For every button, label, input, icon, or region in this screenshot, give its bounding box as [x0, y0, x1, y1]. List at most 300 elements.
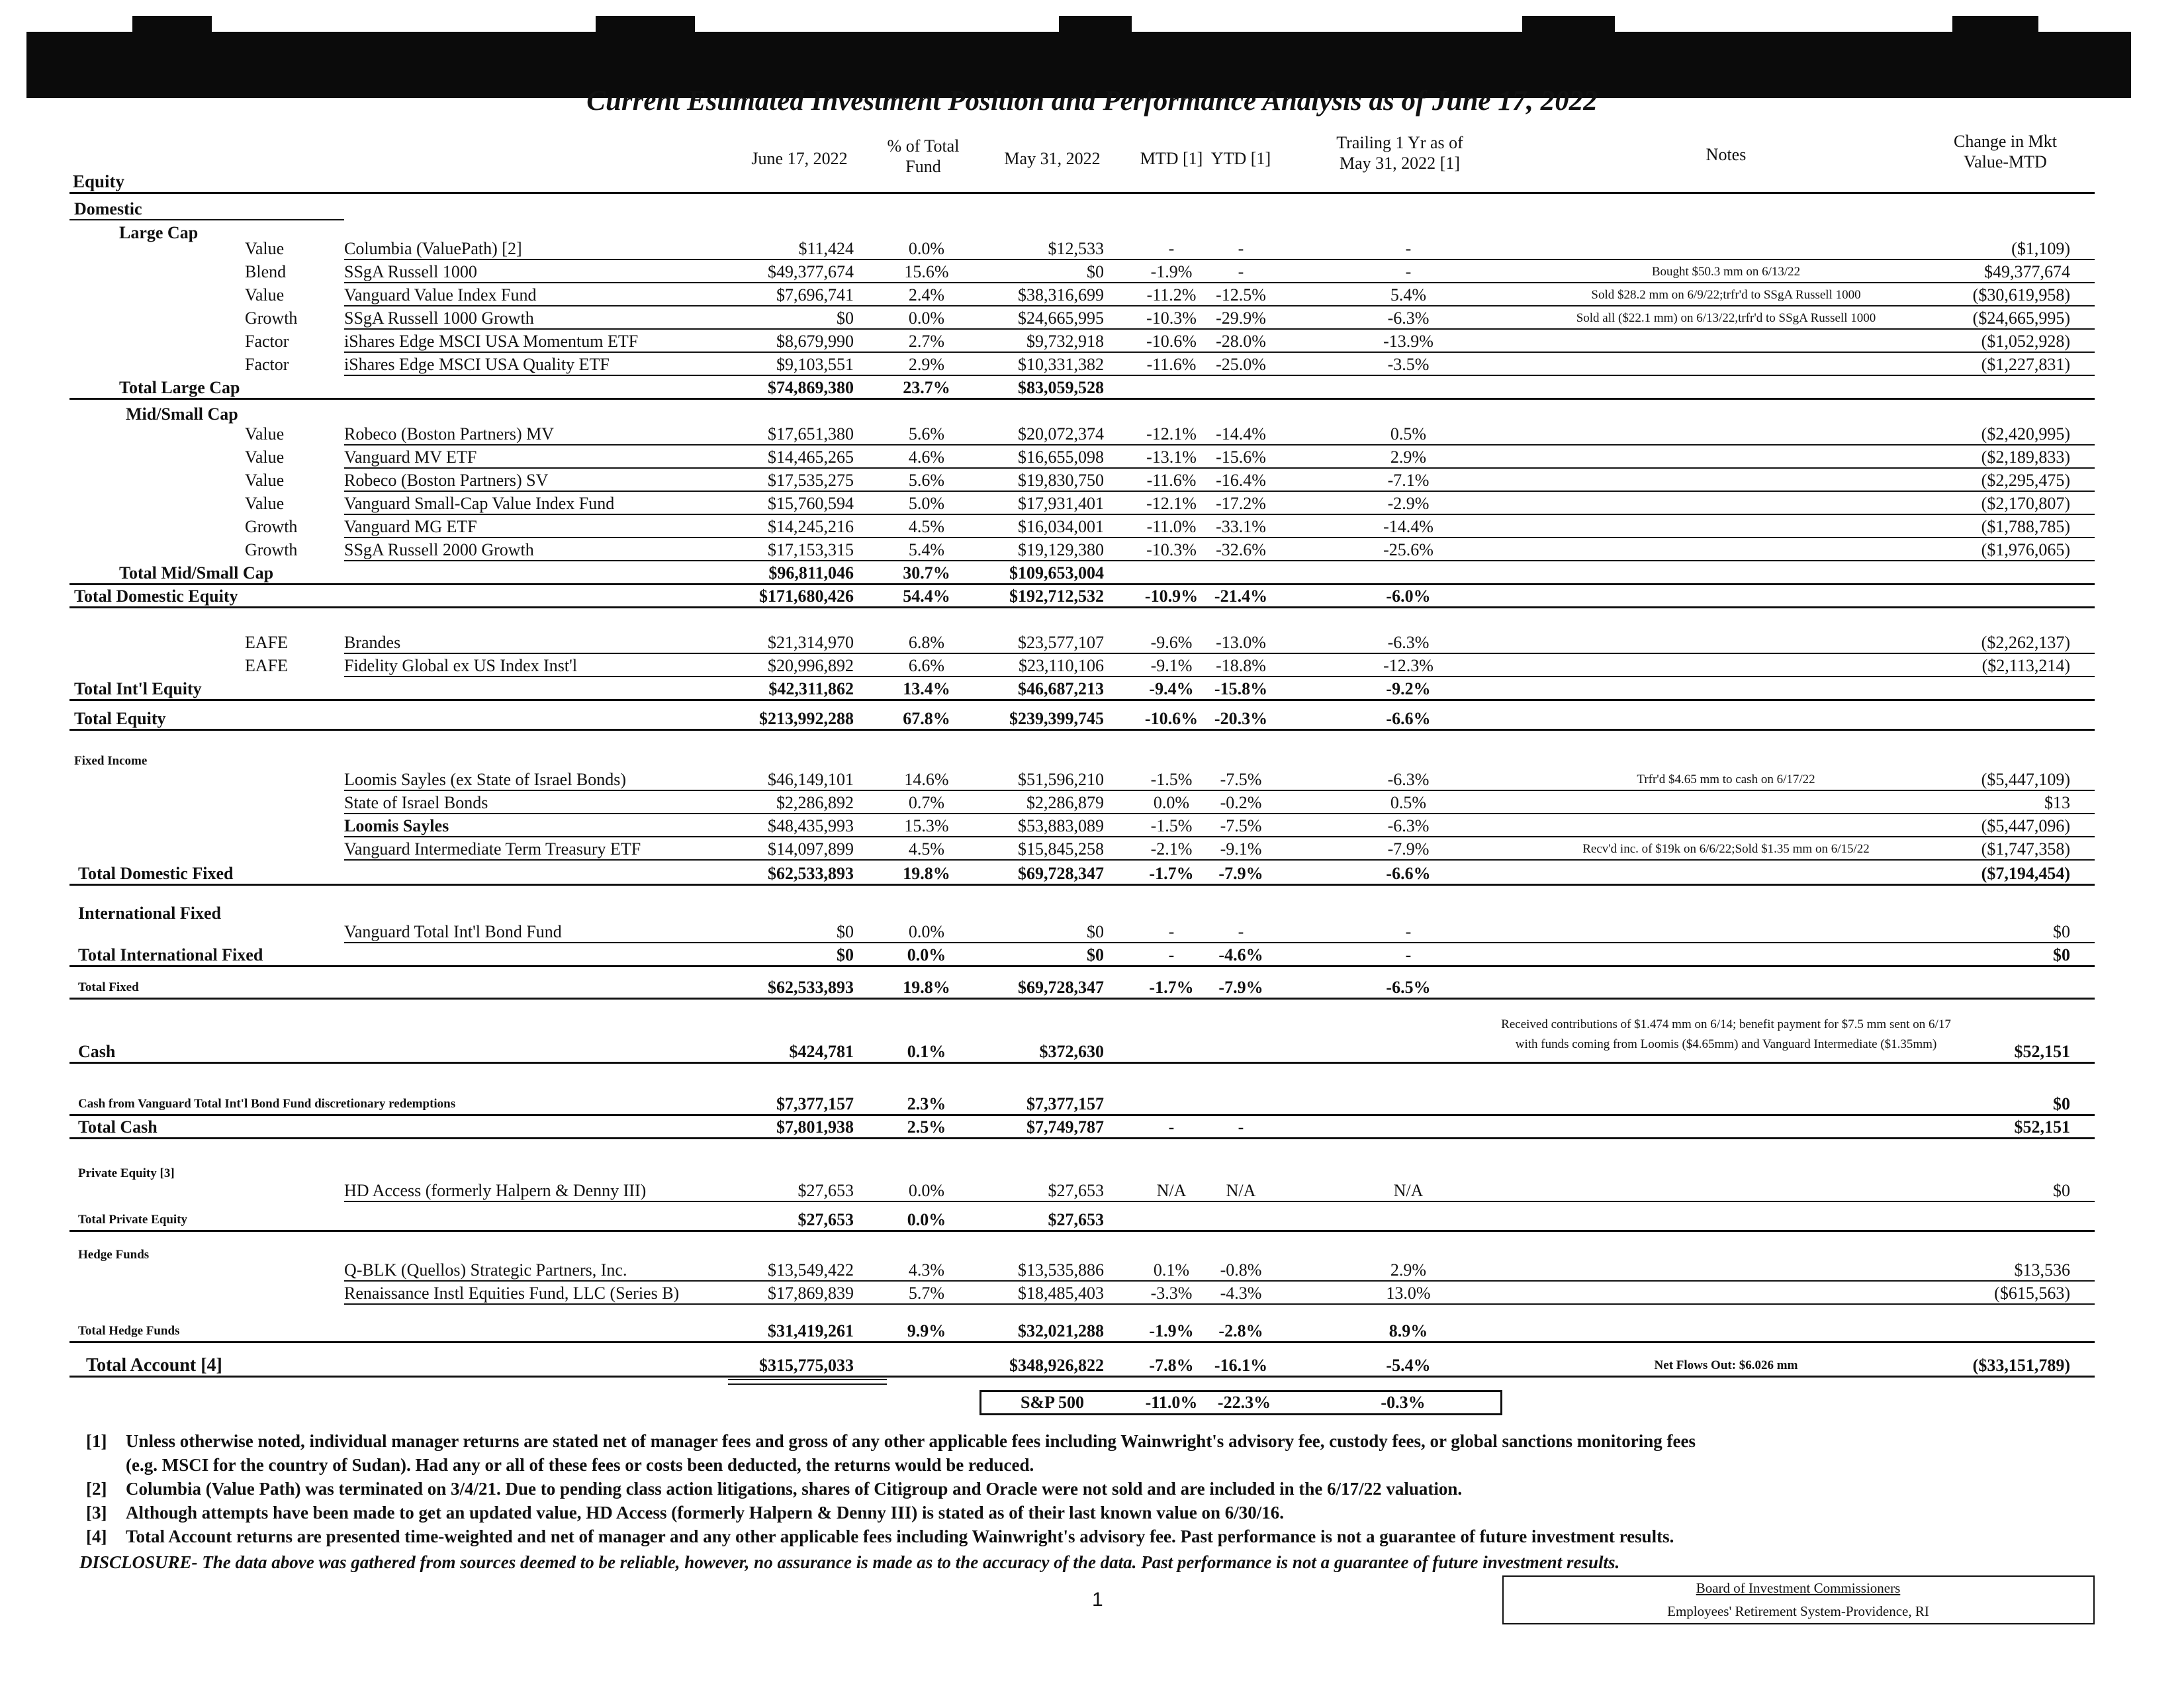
row-pct-fund: 0.7%: [908, 793, 945, 812]
row-trailing: 5.4%: [1390, 285, 1427, 305]
row-change: ($24,665,995): [1972, 308, 2070, 328]
row-name: Total Mid/Small Cap: [119, 563, 274, 583]
row-pct-fund: 2.9%: [908, 355, 945, 374]
row-pct-fund: 0.0%: [907, 945, 946, 964]
row-may-value: $15,845,258: [1018, 839, 1104, 859]
row-style: Value: [245, 239, 285, 258]
row-ytd: -4.3%: [1220, 1284, 1262, 1303]
row-june-value: $49,377,674: [768, 262, 854, 281]
row-june-value: $0: [837, 308, 854, 328]
row-ytd: -18.8%: [1216, 656, 1266, 675]
row-pct-fund: 0.0%: [908, 922, 945, 941]
row-rule: [344, 467, 2095, 469]
row-trailing: -6.6%: [1386, 864, 1431, 883]
row-pct-fund: 5.6%: [908, 471, 945, 490]
row-trailing: -25.6%: [1383, 540, 1433, 559]
row-rule: [69, 1341, 2095, 1343]
row-change: ($2,262,137): [1981, 633, 2070, 652]
row-ytd: -7.9%: [1218, 864, 1263, 883]
row-trailing: -5.4%: [1386, 1356, 1431, 1375]
row-name: Vanguard Total Int'l Bond Fund: [344, 922, 562, 941]
row-name: Cash: [78, 1042, 116, 1061]
row-mtd: -11.6%: [1146, 355, 1197, 374]
row-may-value: $192,712,532: [1009, 586, 1104, 606]
section-large-cap: Large Cap: [119, 223, 199, 242]
row-rule: [344, 514, 2095, 515]
row-name: Total Large Cap: [119, 378, 240, 397]
row-june-value: $171,680,426: [759, 586, 854, 606]
row-style: Factor: [245, 355, 289, 374]
row-pct-fund: 67.8%: [903, 709, 950, 728]
row-trailing: -9.2%: [1386, 679, 1431, 698]
row-may-value: $17,931,401: [1018, 494, 1104, 513]
row-rule: [69, 1114, 2095, 1116]
row-june-value: $62,533,893: [768, 864, 854, 883]
row-change: $49,377,674: [1984, 262, 2070, 281]
row-rule: [344, 491, 2095, 492]
row-june-value: $0: [837, 922, 854, 941]
row-mtd: -3.3%: [1150, 1284, 1193, 1303]
row-ytd: -0.2%: [1220, 793, 1262, 812]
header-change: Change in Mkt Value-MTD: [1954, 132, 2057, 171]
row-may-value: $18,485,403: [1018, 1284, 1104, 1303]
row-june-value: $62,533,893: [768, 978, 854, 997]
row-name: Vanguard Value Index Fund: [344, 285, 537, 305]
section-mid-small-cap: Mid/Small Cap: [126, 404, 238, 424]
row-change: ($1,976,065): [1981, 540, 2070, 559]
row-rule: [69, 998, 2095, 1000]
row-rule: [344, 1201, 2095, 1202]
row-ytd: -: [1238, 922, 1244, 941]
row-june-value: $17,869,839: [768, 1284, 854, 1303]
row-name: Robeco (Boston Partners) SV: [344, 471, 549, 490]
row-may-value: $348,926,822: [1009, 1356, 1104, 1375]
row-note: Trfr'd $4.65 mm to cash on 6/17/22: [1637, 773, 1815, 786]
row-change: ($2,189,833): [1981, 447, 2070, 467]
row-style: Value: [245, 285, 285, 305]
footnote-3-num: [3]: [86, 1503, 107, 1523]
row-trailing: -12.3%: [1383, 656, 1433, 675]
row-pct-fund: 4.5%: [908, 839, 945, 859]
row-rule: [344, 942, 2095, 943]
row-june-value: $27,653: [797, 1181, 854, 1200]
row-ytd: -17.2%: [1216, 494, 1266, 513]
board-line-1: Board of Investment Commissioners: [1696, 1580, 1901, 1596]
row-change: ($615,563): [1994, 1284, 2070, 1303]
row-pct-fund: 2.3%: [907, 1094, 946, 1113]
row-rule: [69, 583, 2095, 585]
row-june-value: $11,424: [798, 239, 854, 258]
row-change: ($5,447,109): [1981, 770, 2070, 789]
row-ytd: -16.1%: [1214, 1356, 1268, 1375]
row-rule: [344, 1280, 2095, 1282]
section-intl-fixed: International Fixed: [78, 904, 221, 923]
row-pct-fund: 5.0%: [908, 494, 945, 513]
row-trailing: -6.6%: [1386, 709, 1431, 728]
row-pct-fund: 19.8%: [903, 864, 950, 883]
row-mtd: -10.3%: [1146, 540, 1197, 559]
row-may-value: $2,286,879: [1026, 793, 1104, 812]
row-rule: [344, 676, 2095, 677]
footnote-4: Total Account returns are presented time-weighted and net of manager and any other applicable fees including Wainwright's advisory fee. Past performance is not a guarantee of future investment results.: [126, 1526, 1674, 1546]
row-name: Total Int'l Equity: [74, 679, 202, 698]
row-may-value: $69,728,347: [1018, 978, 1104, 997]
row-name: Vanguard MG ETF: [344, 517, 477, 536]
row-trailing: -6.3%: [1387, 816, 1430, 835]
row-june-value: $0: [837, 945, 854, 964]
row-note: Sold $28.2 mm on 6/9/22;trfr'd to SSgA Russell 1000: [1591, 288, 1861, 302]
section-fixed-income: Fixed Income: [74, 754, 148, 768]
row-rule: [344, 790, 2095, 791]
row-june-value: $14,465,265: [768, 447, 854, 467]
row-pct-fund: 4.5%: [908, 517, 945, 536]
row-pct-fund: 6.6%: [908, 656, 945, 675]
row-june-value: $42,311,862: [768, 679, 854, 698]
row-name: HD Access (formerly Halpern & Denny III): [344, 1181, 647, 1200]
header-pct-fund: % of Total Fund: [887, 136, 960, 176]
row-change: $0: [2053, 1094, 2070, 1113]
row-change: $0: [2053, 1181, 2070, 1200]
header-may: May 31, 2022: [1004, 149, 1101, 168]
row-may-value: $10,331,382: [1018, 355, 1104, 374]
row-ytd: -2.8%: [1218, 1321, 1263, 1340]
row-ytd: -0.8%: [1220, 1260, 1262, 1280]
row-mtd: -1.7%: [1149, 978, 1194, 997]
row-style: Growth: [245, 540, 298, 559]
row-june-value: $14,245,216: [768, 517, 854, 536]
row-name: Total Equity: [74, 709, 166, 728]
row-rule: [344, 352, 2095, 353]
row-name: Vanguard Small-Cap Value Index Fund: [344, 494, 615, 513]
row-mtd: -12.1%: [1146, 494, 1197, 513]
row-may-value: $372,630: [1039, 1042, 1104, 1061]
row-mtd: -1.9%: [1149, 1321, 1194, 1340]
row-rule: [344, 537, 2095, 538]
row-rule: [69, 1230, 2095, 1232]
row-pct-fund: 5.7%: [908, 1284, 945, 1303]
row-may-value: $13,535,886: [1018, 1260, 1104, 1280]
row-june-value: $17,153,315: [768, 540, 854, 559]
row-style: Blend: [245, 262, 287, 281]
row-note: Recv'd inc. of $19k on 6/6/22;Sold $1.35 mm on 6/15/22: [1582, 842, 1870, 856]
row-june-value: $7,377,157: [776, 1094, 854, 1113]
row-trailing: -13.9%: [1383, 332, 1433, 351]
row-ytd: -21.4%: [1214, 586, 1268, 606]
row-rule: [69, 965, 2095, 967]
row-ytd: -15.8%: [1214, 679, 1268, 698]
row-trailing: -: [1405, 945, 1412, 964]
row-june-value: $8,679,990: [776, 332, 854, 351]
row-name: Total Domestic Fixed: [78, 864, 234, 883]
row-june-value: $31,419,261: [768, 1321, 854, 1340]
row-pct-fund: 5.4%: [908, 540, 945, 559]
row-june-value: $17,651,380: [768, 424, 854, 444]
row-ytd: -7.5%: [1220, 816, 1262, 835]
row-name: Fidelity Global ex US Index Inst'l: [344, 656, 578, 675]
redaction-mark: [132, 16, 212, 40]
row-mtd: -11.2%: [1146, 285, 1197, 305]
row-pct-fund: 5.6%: [908, 424, 945, 444]
row-mtd: -1.5%: [1150, 770, 1193, 789]
row-name: SSgA Russell 1000 Growth: [344, 308, 534, 328]
row-mtd: 0.0%: [1153, 793, 1190, 812]
row-name: Q-BLK (Quellos) Strategic Partners, Inc.: [344, 1260, 627, 1280]
row-june-value: $46,149,101: [768, 770, 854, 789]
row-name: Loomis Sayles: [344, 816, 449, 835]
row-june-value: $27,653: [797, 1210, 854, 1229]
row-june-value: $15,760,594: [768, 494, 854, 513]
row-june-value: $96,811,046: [768, 563, 854, 583]
row-may-value: $38,316,699: [1018, 285, 1104, 305]
row-mtd: -12.1%: [1146, 424, 1197, 444]
row-rule: [344, 305, 2095, 306]
footnote-2-num: [2]: [86, 1479, 107, 1499]
row-style: Factor: [245, 332, 289, 351]
footnote-1: Unless otherwise noted, individual manager returns are stated net of manager fees and gross of any other applicable fees including Wainwright's advisory fee, custody fees, or global sanctions monitoring fees: [126, 1431, 1696, 1451]
row-ytd: -7.9%: [1218, 978, 1263, 997]
row-ytd: -7.5%: [1220, 770, 1262, 789]
row-rule: [344, 328, 2095, 330]
redaction-mark: [1522, 16, 1615, 40]
sp500-trailing: -0.3%: [1381, 1393, 1426, 1412]
redaction-mark: [596, 16, 695, 40]
row-pct-fund: 13.4%: [903, 679, 950, 698]
row-rule: [344, 653, 2095, 654]
row-note: Net Flows Out: $6.026 mm: [1654, 1358, 1798, 1372]
row-trailing: 2.9%: [1390, 447, 1427, 467]
row-pct-fund: 0.0%: [907, 1210, 946, 1229]
row-june-value: $9,103,551: [776, 355, 854, 374]
row-trailing: -6.0%: [1386, 586, 1431, 606]
row-name: SSgA Russell 2000 Growth: [344, 540, 534, 559]
double-underline: [728, 1383, 887, 1385]
row-may-value: $109,653,004: [1009, 563, 1104, 583]
row-change: ($1,109): [2011, 239, 2070, 258]
row-may-value: $239,399,745: [1009, 709, 1104, 728]
row-may-value: $27,653: [1048, 1210, 1104, 1229]
row-trailing: -6.3%: [1387, 633, 1430, 652]
row-rule: [69, 699, 2095, 701]
row-change: ($2,113,214): [1981, 656, 2070, 675]
row-ytd: -33.1%: [1216, 517, 1266, 536]
row-may-value: $16,034,001: [1018, 517, 1104, 536]
row-may-value: $7,749,787: [1026, 1117, 1104, 1137]
row-change: $52,151: [2014, 1117, 2070, 1137]
row-mtd: -1.9%: [1150, 262, 1193, 281]
row-mtd: -10.9%: [1144, 586, 1199, 606]
row-note: Received contributions of $1.474 mm on 6/14; benefit payment for $7.5 mm sent on 6/17 with funds coming from Loomis ($4.65mm) and Vanguard Intermediate ($1.35mm): [1501, 1017, 1951, 1051]
row-change: ($30,619,958): [1972, 285, 2070, 305]
row-trailing: -6.5%: [1386, 978, 1431, 997]
row-name: SSgA Russell 1000: [344, 262, 477, 281]
header-june: June 17, 2022: [751, 149, 848, 168]
row-pct-fund: 4.3%: [908, 1260, 945, 1280]
header-notes: Notes: [1706, 145, 1747, 164]
row-may-value: $20,072,374: [1018, 424, 1104, 444]
row-name: Total Hedge Funds: [78, 1324, 180, 1338]
row-change: $0: [2053, 922, 2070, 941]
row-ytd: -20.3%: [1214, 709, 1268, 728]
row-june-value: $424,781: [789, 1042, 854, 1061]
row-pct-fund: 30.7%: [903, 563, 950, 583]
row-trailing: -14.4%: [1383, 517, 1433, 536]
row-name: State of Israel Bonds: [344, 793, 488, 812]
row-pct-fund: 0.0%: [908, 239, 945, 258]
row-may-value: $23,110,106: [1018, 656, 1104, 675]
row-pct-fund: 2.4%: [908, 285, 945, 305]
row-style: Growth: [245, 308, 298, 328]
row-ytd: -: [1238, 1117, 1244, 1137]
row-pct-fund: 0.0%: [908, 1181, 945, 1200]
row-style: Growth: [245, 517, 298, 536]
sp500-label: S&P 500: [1020, 1393, 1085, 1412]
row-june-value: $315,775,033: [759, 1356, 854, 1375]
row-june-value: $2,286,892: [776, 793, 854, 812]
sp500-mtd: -11.0%: [1145, 1393, 1198, 1412]
row-style: Value: [245, 447, 285, 467]
row-may-value: $51,596,210: [1018, 770, 1104, 789]
row-pct-fund: 2.5%: [907, 1117, 946, 1137]
row-style: Value: [245, 494, 285, 513]
section-private-equity: Private Equity [3]: [78, 1166, 175, 1180]
row-name: Renaissance Instl Equities Fund, LLC (Series B): [344, 1284, 680, 1303]
row-name: Total Fixed: [78, 980, 139, 994]
row-pct-fund: 15.3%: [904, 816, 949, 835]
row-rule: [344, 282, 2095, 283]
row-pct-fund: 0.1%: [907, 1042, 946, 1061]
row-mtd: -: [1168, 945, 1175, 964]
row-note: Bought $50.3 mm on 6/13/22: [1651, 265, 1801, 279]
row-rule: [69, 398, 2095, 400]
row-name: Total Private Equity: [78, 1213, 188, 1227]
section-hedge-funds: Hedge Funds: [78, 1248, 150, 1262]
row-name: iShares Edge MSCI USA Momentum ETF: [344, 332, 639, 351]
double-underline: [728, 1379, 887, 1380]
row-may-value: $9,732,918: [1026, 332, 1104, 351]
row-may-value: $24,665,995: [1018, 308, 1104, 328]
row-change: ($2,295,475): [1981, 471, 2070, 490]
section-domestic: Domestic: [74, 199, 142, 218]
row-pct-fund: 19.8%: [903, 978, 950, 997]
header-mtd: MTD [1]: [1140, 149, 1203, 168]
row-pct-fund: 15.6%: [904, 262, 949, 281]
row-ytd: N/A: [1226, 1181, 1256, 1200]
footnote-1-cont: (e.g. MSCI for the country of Sudan). Had any or all of these fees or costs been deducted, the returns would be reduced.: [126, 1455, 1034, 1475]
row-may-value: $0: [1087, 262, 1104, 281]
row-rule: [69, 884, 2095, 886]
footnote-3: Although attempts have been made to get an updated value, HD Access (formerly Halpern & Denny III) is stated as of their last known value on 6/30/16.: [126, 1503, 1285, 1523]
row-style: Value: [245, 471, 285, 490]
row-pct-fund: 9.9%: [907, 1321, 946, 1340]
row-trailing: -: [1405, 239, 1412, 258]
row-mtd: -1.7%: [1149, 864, 1194, 883]
row-ytd: -9.1%: [1220, 839, 1262, 859]
row-change: ($5,447,096): [1981, 816, 2070, 835]
row-ytd: -32.6%: [1216, 540, 1266, 559]
row-trailing: -7.9%: [1387, 839, 1430, 859]
row-mtd: -9.1%: [1150, 656, 1193, 675]
row-rule: [344, 560, 2095, 561]
row-name: Brandes: [344, 633, 401, 652]
row-june-value: $48,435,993: [768, 816, 854, 835]
row-name: Loomis Sayles (ex State of Israel Bonds): [344, 770, 627, 789]
footnote-1-num: [1]: [86, 1431, 107, 1451]
row-rule: [69, 1137, 2095, 1139]
row-name: Vanguard MV ETF: [344, 447, 477, 467]
row-ytd: -: [1238, 239, 1244, 258]
sp500-ytd: -22.3%: [1217, 1393, 1271, 1412]
row-ytd: -29.9%: [1216, 308, 1266, 328]
header-ytd: YTD [1]: [1210, 149, 1271, 168]
row-may-value: $46,687,213: [1018, 679, 1104, 698]
row-june-value: $20,996,892: [768, 656, 854, 675]
row-change: ($1,052,928): [1981, 332, 2070, 351]
section-rule: [69, 219, 344, 220]
row-trailing: N/A: [1393, 1181, 1424, 1200]
row-pct-fund: 4.6%: [908, 447, 945, 467]
row-change: $0: [2053, 945, 2070, 964]
row-pct-fund: 54.4%: [903, 586, 950, 606]
row-june-value: $7,801,938: [776, 1117, 854, 1137]
row-change: ($1,747,358): [1981, 839, 2070, 859]
equity-heading: Equity: [73, 171, 125, 191]
row-name: Cash from Vanguard Total Int'l Bond Fund discretionary redemptions: [78, 1097, 456, 1111]
row-mtd: -: [1168, 1117, 1175, 1137]
row-trailing: -3.5%: [1387, 355, 1430, 374]
row-name: iShares Edge MSCI USA Quality ETF: [344, 355, 610, 374]
row-trailing: -: [1405, 922, 1412, 941]
row-june-value: $74,869,380: [768, 378, 854, 397]
row-pct-fund: 0.0%: [908, 308, 945, 328]
row-mtd: -9.6%: [1150, 633, 1193, 652]
row-change: ($33,151,789): [1972, 1356, 2070, 1375]
header-rule: [69, 192, 2095, 194]
row-mtd: -10.6%: [1144, 709, 1199, 728]
row-change: $13: [2044, 793, 2070, 812]
row-rule: [69, 1062, 2095, 1064]
row-change: ($2,420,995): [1981, 424, 2070, 444]
row-may-value: $32,021,288: [1018, 1321, 1104, 1340]
row-style: Value: [245, 424, 285, 444]
row-rule: [344, 444, 2095, 445]
row-change: $52,151: [2014, 1042, 2070, 1061]
row-ytd: -13.0%: [1216, 633, 1266, 652]
row-change: ($1,227,831): [1981, 355, 2070, 374]
row-trailing: -6.3%: [1387, 308, 1430, 328]
row-trailing: 0.5%: [1390, 424, 1427, 444]
row-change: ($7,194,454): [1981, 864, 2070, 883]
row-ytd: -4.6%: [1218, 945, 1263, 964]
row-rule: [69, 729, 2095, 731]
row-style: EAFE: [245, 633, 288, 652]
row-ytd: -: [1238, 262, 1244, 281]
footnote-2: Columbia (Value Path) was terminated on 3/4/21. Due to pending class action litigations, shares of Citigroup and Oracle were not sold and are included in the 6/17/22 valuation.: [126, 1479, 1463, 1499]
row-mtd: -13.1%: [1146, 447, 1197, 467]
row-pct-fund: 2.7%: [908, 332, 945, 351]
row-may-value: $16,655,098: [1018, 447, 1104, 467]
row-pct-fund: 23.7%: [903, 378, 950, 397]
row-rule: [344, 1303, 2095, 1305]
row-name: Total Cash: [78, 1117, 158, 1137]
row-ytd: -16.4%: [1216, 471, 1266, 490]
row-ytd: -14.4%: [1216, 424, 1266, 444]
row-may-value: $19,129,380: [1018, 540, 1104, 559]
row-ytd: -15.6%: [1216, 447, 1266, 467]
row-june-value: $213,992,288: [759, 709, 854, 728]
row-trailing: 13.0%: [1386, 1284, 1431, 1303]
row-mtd: -: [1168, 239, 1175, 258]
row-change: ($2,170,807): [1981, 494, 2070, 513]
